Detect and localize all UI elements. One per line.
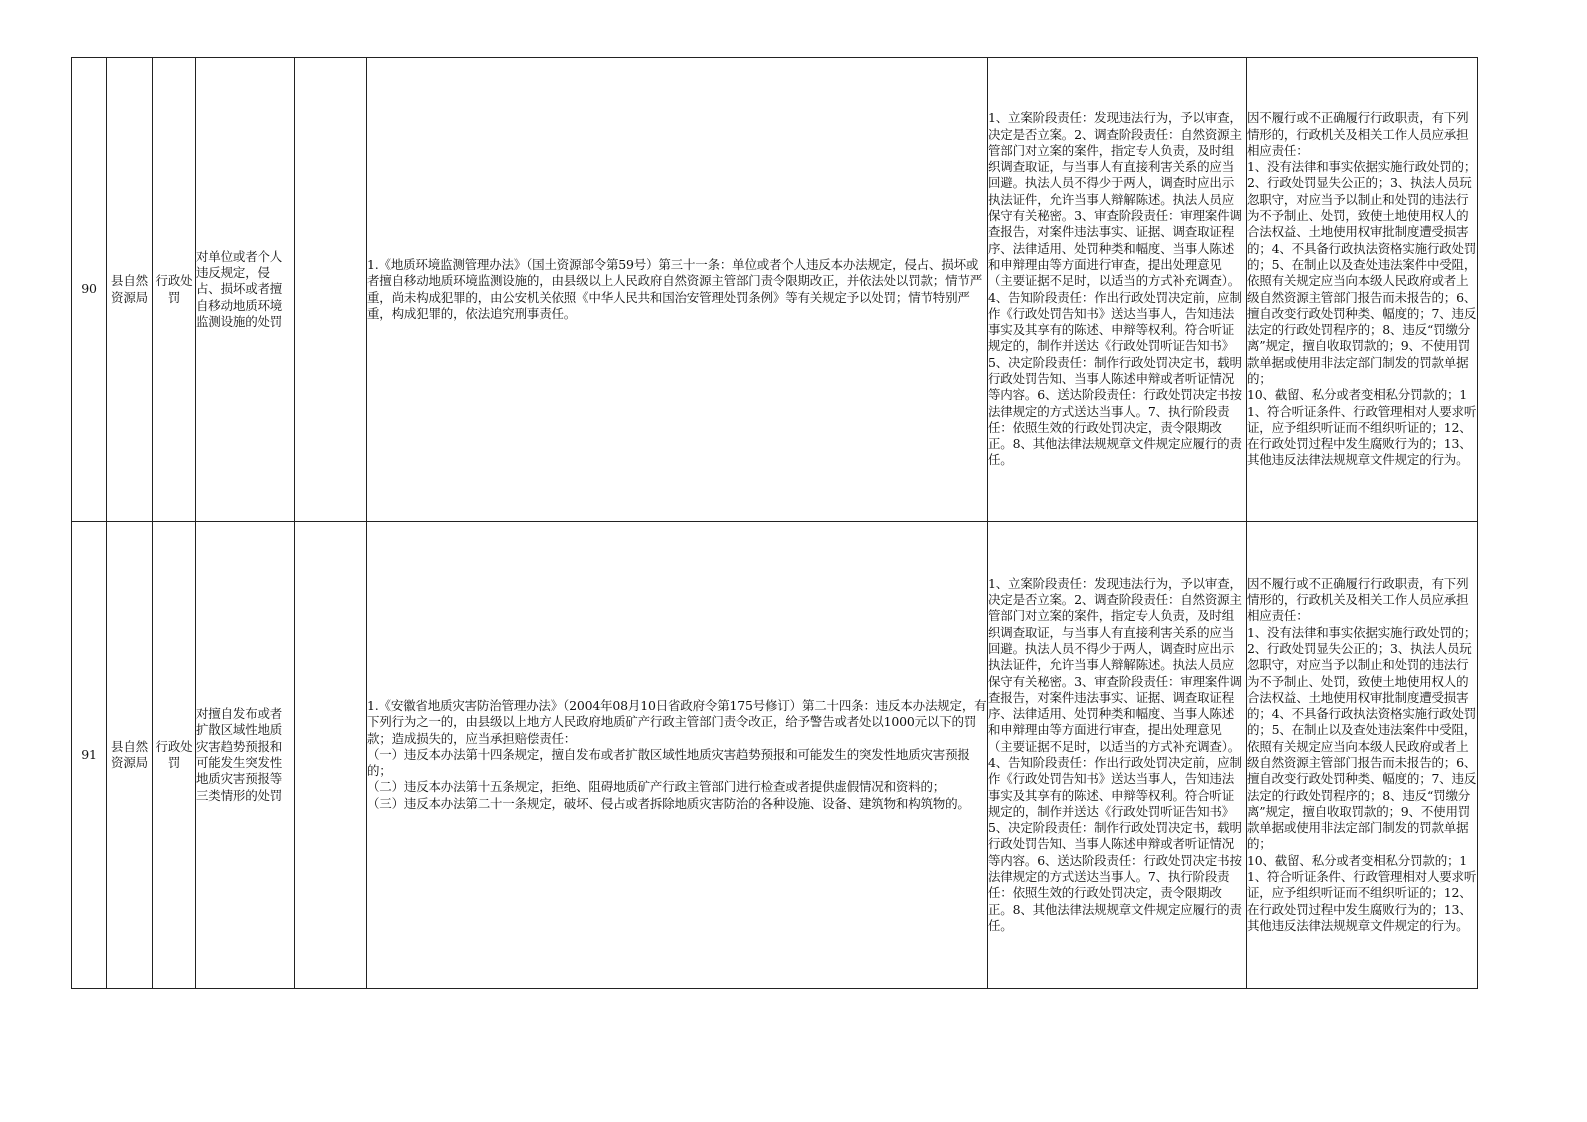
- responsibility-cell: 1、立案阶段责任：发现违法行为，予以审查，决定是否立案。2、调查阶段责任：自然资源主管部门对立案的案件，指定专人负责，及时组织调查取证，与当事人有直接利害关系的应当回避。执法人员不得少于两人，调查时应出示执法证件，允许当事人辩解陈述。执法人员应保守有关秘密。3、审查阶段责任：审理案件调查报告，对案件违法事实、证据、调查取证程序、法律适用、处罚种类和幅度、当事人陈述和申辩理由等方面进行审查，提出处理意见（主要证据不足时，以适当的方式补充调查）。4、告知阶段责任：作出行政处罚决定前，应制作《行政处罚告知书》送达当事人，告知违法事实及其享有的陈述、申辩等权利。符合听证规定的，制作并送达《行政处罚听证告知书》5、决定阶段责任：制作行政处罚决定书，载明行政处罚告知、当事人陈述申辩或者听证情况等内容。6、送达阶段责任：行政处罚决定书按法律规定的方式送达当事人。7、执行阶段责任：依照生效的行政处罚决定，责令限期改正。8、其他法律法规规章文件规定应履行的责任。: [988, 58, 1247, 522]
- power-name-cell: 对单位或者个人违反规定，侵占、损坏或者擅自移动地质环境监测设施的处罚: [196, 58, 295, 522]
- power-list-table: [71, 57, 1478, 989]
- sub-item-cell: [295, 522, 367, 989]
- accountability-cell: 因不履行或不正确履行行政职责，有下列情形的，行政机关及相关工作人员应承担相应责任： 1、没有法律和事实依据实施行政处罚的；2、行政处罚显失公正的；3、执法人员玩忽职守，对应当予以制止和处罚的违法行为不予制止、处罚，致使土地使用权人的合法权益、土地使用权审批制度遭受损害的；4、不具备行政执法资格实施行政处罚的；5、在制止以及查处违法案件中受阻，依照有关规定应当向本级人民政府或者上级自然资源主管部门报告而未报告的；6、擅自改变行政处罚种类、幅度的；7、违反法定的行政处罚程序的；8、违反“罚缴分离”规定，擅自收取罚款的；9、不使用罚款单据或使用非法定部门制发的罚款单据的； 10、截留、私分或者变相私分罚款的；11、符合听证条件、行政管理相对人要求听证，应予组织听证而不组织听证的；12、在行政处罚过程中发生腐败行为的；13、其他违反法律法规规章文件规定的行为。: [1247, 522, 1478, 989]
- row-number: 91: [72, 522, 107, 989]
- row-number: 90: [72, 58, 107, 522]
- table-row: [72, 522, 1478, 989]
- power-name-cell: 对擅自发布或者扩散区域性地质灾害趋势预报和可能发生突发性地质灾害预报等三类情形的处罚: [196, 522, 295, 989]
- accountability-cell: 因不履行或不正确履行行政职责，有下列情形的，行政机关及相关工作人员应承担相应责任： 1、没有法律和事实依据实施行政处罚的；2、行政处罚显失公正的；3、执法人员玩忽职守，对应当予以制止和处罚的违法行为不予制止、处罚，致使土地使用权人的合法权益、土地使用权审批制度遭受损害的；4、不具备行政执法资格实施行政处罚的；5、在制止以及查处违法案件中受阻，依照有关规定应当向本级人民政府或者上级自然资源主管部门报告而未报告的；6、擅自改变行政处罚种类、幅度的；7、违反法定的行政处罚程序的；8、违反“罚缴分离”规定，擅自收取罚款的；9、不使用罚款单据或使用非法定部门制发的罚款单据的； 10、截留、私分或者变相私分罚款的；11、符合听证条件、行政管理相对人要求听证，应予组织听证而不组织听证的；12、在行政处罚过程中发生腐败行为的；13、其他违反法律法规规章文件规定的行为。: [1247, 58, 1478, 522]
- responsibility-cell: 1、立案阶段责任：发现违法行为，予以审查，决定是否立案。2、调查阶段责任：自然资源主管部门对立案的案件，指定专人负责，及时组织调查取证，与当事人有直接利害关系的应当回避。执法人员不得少于两人，调查时应出示执法证件，允许当事人辩解陈述。执法人员应保守有关秘密。3、审查阶段责任：审理案件调查报告，对案件违法事实、证据、调查取证程序、法律适用、处罚种类和幅度、当事人陈述和申辩理由等方面进行审查，提出处理意见（主要证据不足时，以适当的方式补充调查）。4、告知阶段责任：作出行政处罚决定前，应制作《行政处罚告知书》送达当事人，告知违法事实及其享有的陈述、申辩等权利。符合听证规定的，制作并送达《行政处罚听证告知书》5、决定阶段责任：制作行政处罚决定书，载明行政处罚告知、当事人陈述申辩或者听证情况等内容。6、送达阶段责任：行政处罚决定书按法律规定的方式送达当事人。7、执行阶段责任：依照生效的行政处罚决定，责令限期改正。8、其他法律法规规章文件规定应履行的责任。: [988, 522, 1247, 989]
- sub-item-cell: [295, 58, 367, 522]
- department-cell: 县自然资源局: [107, 58, 153, 522]
- legal-basis-cell: 1.《安徽省地质灾害防治管理办法》（2004年08月10日省政府令第175号修订）第二十四条：违反本办法规定，有下列行为之一的，由县级以上地方人民政府地质矿产行政主管部门责令改正，给予警告或者处以1000元以下的罚款；造成损失的，应当承担赔偿责任： （一）违反本办法第十四条规定，擅自发布或者扩散区域性地质灾害趋势预报和可能发生的突发性地质灾害预报的； （二）违反本办法第十五条规定，拒绝、阻碍地质矿产行政主管部门进行检查或者提供虚假情况和资料的； （三）违反本办法第二十一条规定，破坏、侵占或者拆除地质灾害防治的各种设施、设备、建筑物和构筑物的。: [367, 522, 988, 989]
- legal-basis-cell: 1.《地质环境监测管理办法》（国土资源部令第59号）第三十一条：单位或者个人违反本办法规定，侵占、损坏或者擅自移动地质环境监测设施的，由县级以上人民政府自然资源主管部门责令限期改正，并依法处以罚款；情节严重，尚未构成犯罪的，由公安机关依照《中华人民共和国治安管理处罚条例》等有关规定予以处罚；情节特别严重，构成犯罪的，依法追究刑事责任。: [367, 58, 988, 522]
- power-type-cell: 行政处罚: [153, 58, 196, 522]
- power-type-cell: 行政处罚: [153, 522, 196, 989]
- table-row: [72, 58, 1478, 522]
- department-cell: 县自然资源局: [107, 522, 153, 989]
